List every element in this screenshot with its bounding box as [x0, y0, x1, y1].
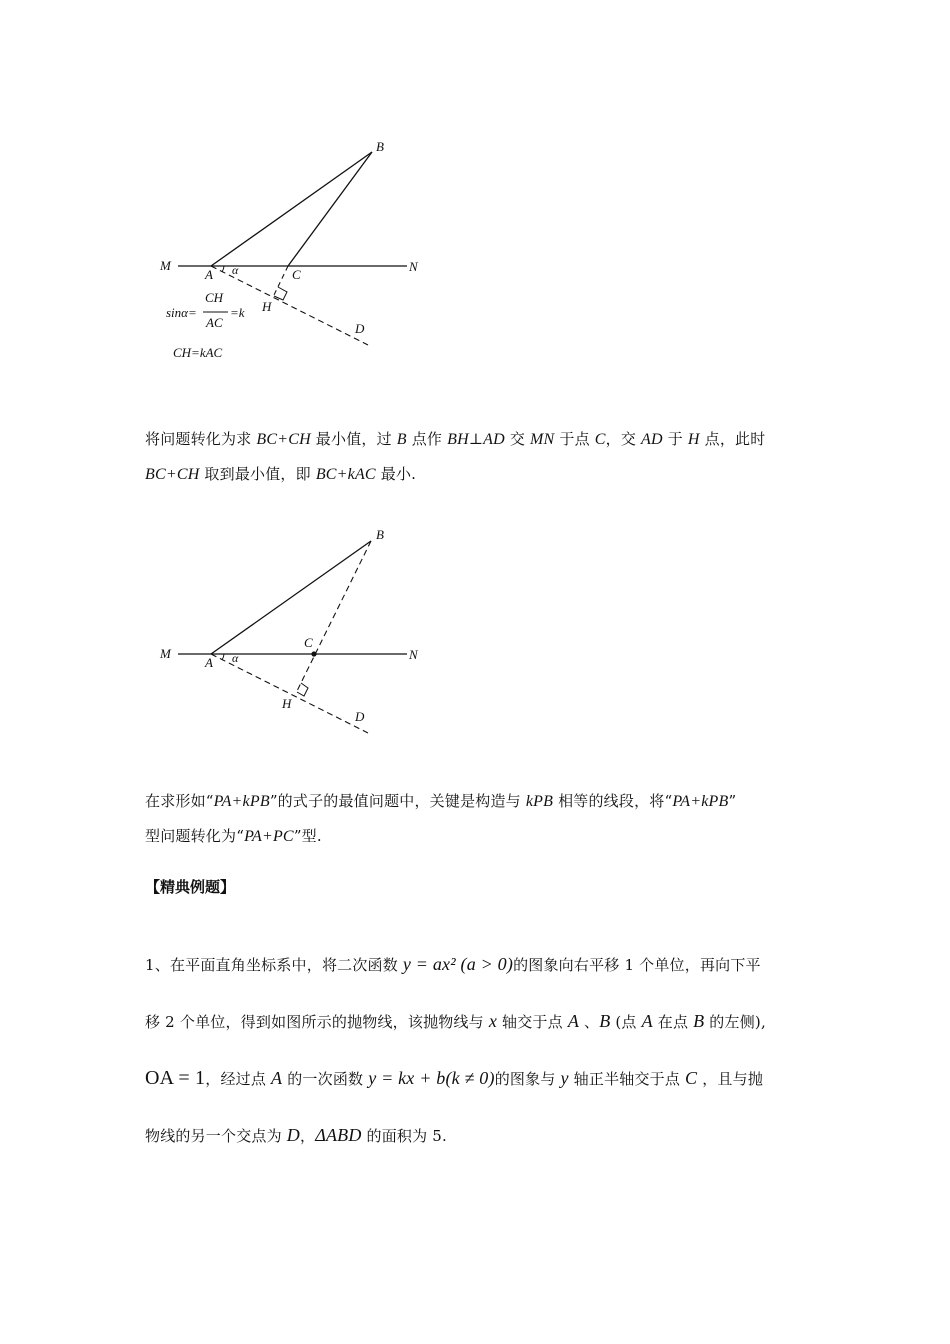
segment-ab: [211, 152, 372, 266]
text-run: (点: [610, 1013, 642, 1031]
math-expression: A: [271, 1068, 283, 1088]
text-run: 移 2 个单位，得到如图所示的抛物线，该抛物线与: [145, 1013, 489, 1031]
text-run: 型问题转化为“: [145, 827, 245, 845]
label-d: D: [355, 709, 365, 724]
segment-ab: [211, 541, 371, 654]
ray-ad-dashed: [211, 654, 368, 733]
paragraph-2-line-1: [145, 784, 810, 819]
label-alpha: α: [232, 263, 239, 277]
math-expression: x: [488, 1011, 498, 1031]
text-run: 最小.: [375, 465, 417, 483]
text-run: 交: [504, 430, 531, 448]
text-run: 、: [579, 1013, 600, 1031]
angle-arc: [222, 266, 224, 272]
math-variable: B: [396, 431, 407, 448]
text-run: 点作: [406, 430, 448, 448]
text-run: 最小值，过: [310, 430, 397, 448]
point-c: [311, 651, 316, 656]
paragraph-2: [145, 784, 810, 854]
text-run: ，经过点: [205, 1070, 272, 1088]
formula-numerator: CH: [205, 290, 224, 305]
math-expression: B: [693, 1011, 705, 1031]
math-variable: C: [594, 431, 606, 448]
label-b: B: [376, 527, 384, 542]
figure-1: [0, 0, 950, 380]
text-run: ⊥: [468, 430, 484, 448]
label-n: N: [409, 259, 418, 274]
math-expression: y: [560, 1068, 569, 1088]
math-expression: D: [286, 1125, 300, 1145]
formula-line2: CH=kAC: [173, 345, 223, 360]
text-run: ，且与抛: [697, 1070, 764, 1088]
math-variable: AD: [641, 431, 663, 448]
label-m: M: [160, 258, 171, 273]
math-expression: y = ax² (a > 0): [402, 954, 514, 974]
segment-bc: [288, 152, 372, 266]
label-d: D: [355, 321, 365, 336]
right-angle-mark: [274, 287, 287, 300]
formula-rhs: =k: [230, 305, 245, 320]
text-run: ，交: [605, 430, 642, 448]
math-expression: y = kx + b(k ≠ 0): [368, 1068, 495, 1088]
text-run: 于: [662, 430, 688, 448]
text-run: ”型.: [293, 827, 322, 845]
text-run: 的左侧),: [704, 1013, 766, 1031]
text-run: 将问题转化为求: [145, 430, 257, 448]
label-n: N: [409, 647, 418, 662]
formula-lhs: sinα=: [166, 305, 197, 320]
math-variable: H: [687, 431, 700, 448]
math-variable: BC+CH: [145, 466, 200, 483]
math-expression: A: [641, 1011, 653, 1031]
math-variable: MN: [530, 431, 555, 448]
segment-bh-dashed: [297, 541, 371, 691]
text-run: 的一次函数: [282, 1070, 369, 1088]
math-variable: BC+CH: [256, 431, 311, 448]
paragraph-1-line-2: [145, 457, 810, 492]
math-variable: PA+kPB: [672, 793, 729, 810]
label-alpha: α: [232, 651, 239, 665]
section-heading: 【精典例题】: [145, 878, 236, 896]
math-variable: PA+PC: [244, 828, 294, 845]
figure-2-diagram: [0, 510, 950, 750]
right-angle-mark: [297, 683, 308, 696]
text-run: 取到最小值，即: [199, 465, 316, 483]
text-run: 的面积为 5.: [361, 1127, 447, 1145]
text-run: 的图象与: [494, 1070, 561, 1088]
text-run: ”: [728, 792, 737, 810]
text-run: 1、在平面直角坐标系中，将二次函数: [145, 956, 403, 974]
text-run: ，: [299, 1127, 316, 1145]
problem-line-4: [145, 1107, 815, 1164]
problem-1: [145, 936, 815, 1164]
math-variable: BC+kAC: [315, 466, 376, 483]
label-c: C: [292, 267, 301, 282]
math-expression: OA = 1: [145, 1067, 206, 1089]
label-m: M: [160, 646, 171, 661]
label-b: B: [376, 139, 384, 154]
text-run: 轴交于点: [497, 1013, 568, 1031]
text-run: 轴正半轴交于点: [568, 1070, 686, 1088]
math-expression: C: [685, 1068, 698, 1088]
figure-2: [0, 510, 950, 750]
math-expression: ΔABD: [315, 1125, 362, 1145]
label-h: H: [282, 696, 292, 711]
problem-line-2: [145, 993, 815, 1050]
label-c: C: [304, 635, 313, 650]
math-variable: PA+kPB: [213, 793, 270, 810]
text-run: 在求形如“: [145, 792, 214, 810]
text-run: 点，此时: [699, 430, 766, 448]
text-run: 相等的线段，将“: [553, 792, 673, 810]
paragraph-2-line-2: [145, 819, 810, 854]
problem-line-3: [145, 1050, 815, 1107]
math-expression: A: [567, 1011, 580, 1031]
segment-ch-dashed: [274, 266, 288, 295]
paragraph-1-line-1: [145, 422, 810, 457]
paragraph-1: [145, 422, 810, 492]
math-variable: BH: [447, 431, 469, 448]
label-a: A: [205, 655, 213, 670]
figure-1-diagram: [0, 0, 950, 380]
math-expression: B: [599, 1011, 611, 1031]
text-run: 的图象向右平移 1 个单位，再向下平: [513, 956, 761, 974]
text-run: 在点: [652, 1013, 694, 1031]
formula-denominator: AC: [206, 315, 223, 330]
math-variable: kPB: [525, 793, 554, 810]
label-a: A: [205, 267, 213, 282]
label-h: H: [262, 299, 272, 314]
problem-line-1: [145, 936, 815, 993]
math-variable: AD: [483, 431, 505, 448]
text-run: ”的式子的最值问题中，关键是构造与: [269, 792, 526, 810]
text-run: 于点: [554, 430, 595, 448]
text-run: 物线的另一个交点为: [145, 1127, 287, 1145]
angle-arc: [222, 654, 224, 660]
